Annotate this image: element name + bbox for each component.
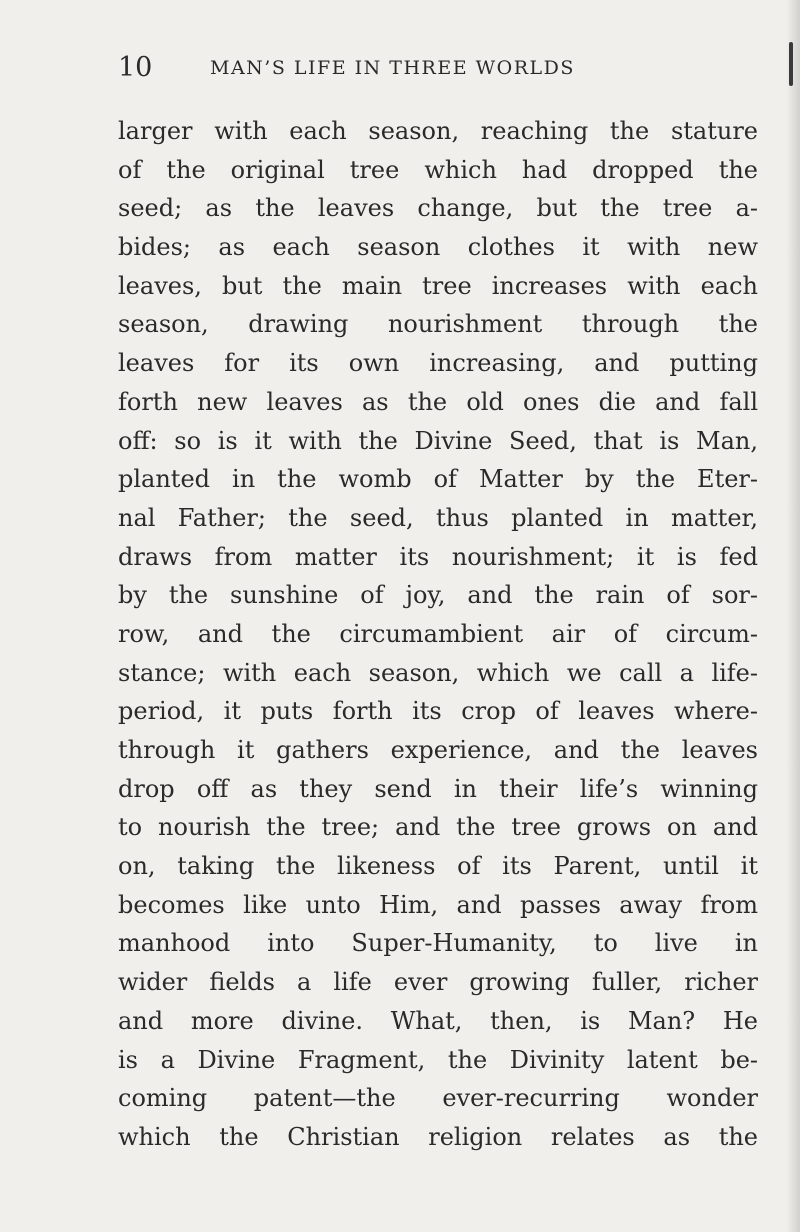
text-line: planted in the womb of Matter by the Eter- (118, 465, 758, 494)
page-edge (786, 0, 800, 1232)
text-line: draws from matter its nourishment; it is fed (118, 542, 758, 571)
text-line: bides; as each season clothes it with new (118, 233, 758, 262)
text-line: larger with each season, reaching the stature (118, 117, 758, 145)
text-line: to nourish the tree; and the tree grows on and (118, 813, 758, 842)
text-line: manhood into Super-Humanity, to live in (118, 929, 758, 958)
body-text (118, 112, 758, 1157)
text-line: nal Father; the seed, thus planted in matter, (118, 503, 758, 532)
text-line: is a Divine Fragment, the Divinity latent be- (118, 1045, 758, 1074)
text-line: leaves for its own increasing, and putting (118, 349, 758, 378)
text-line: seed; as the leaves change, but the tree a- (118, 194, 758, 223)
text-line: coming patent—the ever-recurring wonder (118, 1084, 758, 1113)
text-line: season, drawing nourishment through the (118, 310, 758, 339)
text-line: becomes like unto Him, and passes away from (118, 890, 758, 919)
text-line: off: so is it with the Divine Seed, that is Man, (118, 426, 758, 455)
text-line: by the sunshine of joy, and the rain of sor- (118, 581, 758, 610)
text-line: row, and the circumambient air of circum- (118, 619, 758, 648)
page-header (118, 50, 758, 86)
text-line: on, taking the likeness of its Parent, until it (118, 852, 758, 881)
text-line: through it gathers experience, and the leaves (118, 736, 758, 764)
text-line: period, it puts forth its crop of leaves where- (118, 697, 758, 726)
text-line: wider fields a life ever growing fuller, richer (118, 968, 758, 997)
text-line: forth new leaves as the old ones die and fall (118, 387, 758, 416)
text-line: and more divine. What, then, is Man? He (118, 1006, 758, 1035)
text-line: stance; with each season, which we call a life- (118, 658, 758, 687)
text-line: leaves, but the main tree increases with each (118, 271, 758, 300)
running-title: MAN’S LIFE IN THREE WORLDS (210, 57, 575, 79)
page-number: 10 (118, 52, 153, 83)
text-line: which the Christian religion relates as the (118, 1122, 758, 1151)
text-line: drop off as they send in their life’s winning (118, 774, 758, 803)
text-line: of the original tree which had dropped the (118, 155, 758, 184)
edge-mark (789, 42, 793, 86)
